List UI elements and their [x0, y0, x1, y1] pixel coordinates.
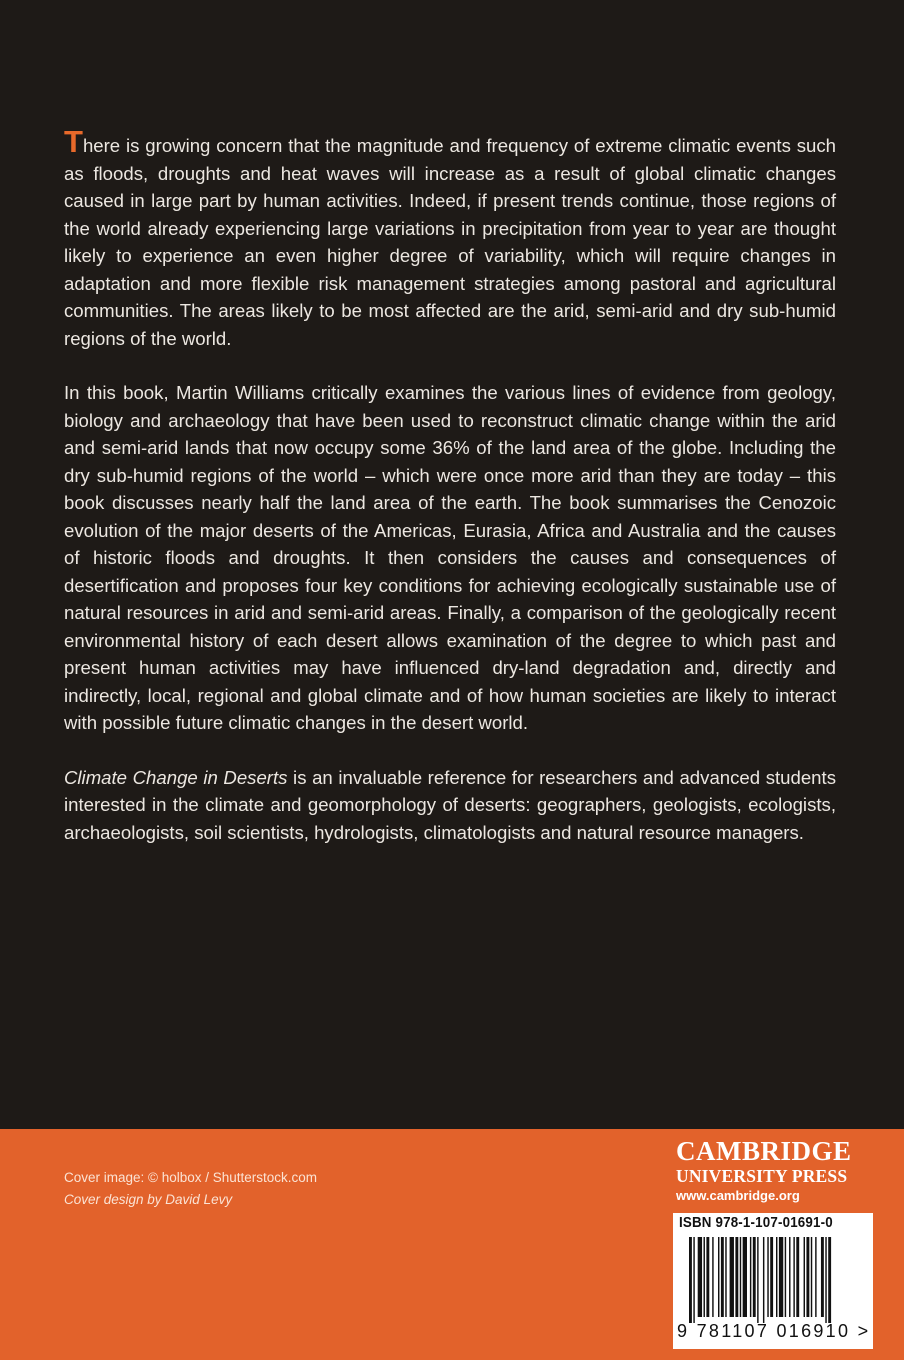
blurb-paragraph-3-text: is an invaluable reference for researchers and advanced students interested in the climate and geomorphology of deserts: geographers, geologists, ecologists, archaeologists, soil scientists, hydrologists, climatologists and natural resource managers. [64, 766, 836, 843]
barcode-digits: 9 781107 016910 > [677, 1321, 871, 1341]
publisher-name: CAMBRIDGE [676, 1136, 852, 1166]
blurb-paragraph-1-text: here is growing concern that the magnitude and frequency of extreme climatic events such as floods, droughts and heat waves will increase as a result of global climatic changes caused in large part by human activities. Indeed, if present trends continue, those regions of the world already experiencing large variations in precipitation from year to year are thought likely to experience an even higher degree of variability, which will require changes in adaptation and more flexible risk management strategies among pastoral and agricultural communities. The areas likely to be most affected are the arid, semi-arid and dry sub-humid regions of the world. [64, 135, 836, 349]
barcode-icon [687, 1237, 863, 1323]
cover-image-credit: Cover image: © holbox / Shutterstock.com [64, 1170, 318, 1185]
blurb-paragraph-1 [64, 124, 836, 352]
isbn-label: ISBN 978-1-107-01691-0 [679, 1215, 833, 1231]
footer-band [0, 1129, 904, 1360]
back-cover-blurb [64, 124, 836, 873]
cover-credits [64, 1167, 317, 1211]
publisher-url: www.cambridge.org [676, 1188, 800, 1203]
publisher-subtitle: UNIVERSITY PRESS [676, 1166, 848, 1186]
book-title-italic: Climate Change in Deserts [64, 766, 288, 788]
isbn-barcode [673, 1213, 873, 1349]
publisher-logo [676, 1136, 876, 1206]
cover-design-credit: Cover design by David Levy [64, 1192, 233, 1207]
blurb-paragraph-3 [64, 764, 836, 847]
blurb-paragraph-2: In this book, Martin Williams critically examines the various lines of evidence from geology, biology and archaeology that have been used to reconstruct climatic change within the arid and semi-arid lands that now occupy some 36% of the land area of the globe. Including the dry sub-humid regions of the world – which were once more arid than they are today – this book discusses nearly half the land area of the earth. The book summarises the Cenozoic evolution of the major deserts of the Americas, Eurasia, Africa and Australia and the causes of historic floods and droughts. It then considers the causes and consequences of desertification and proposes four key conditions for achieving ecologically sustainable use of natural resources in arid and semi-arid areas. Finally, a comparison of the geologically recent environmental history of each desert allows examination of the degree to which past and present human activities may have influenced dry-land degradation and, directly and indirectly, local, regional and global climate and of how human societies are likely to interact with possible future climatic changes in the desert world. [64, 382, 836, 733]
drop-cap-letter: T [64, 124, 83, 159]
